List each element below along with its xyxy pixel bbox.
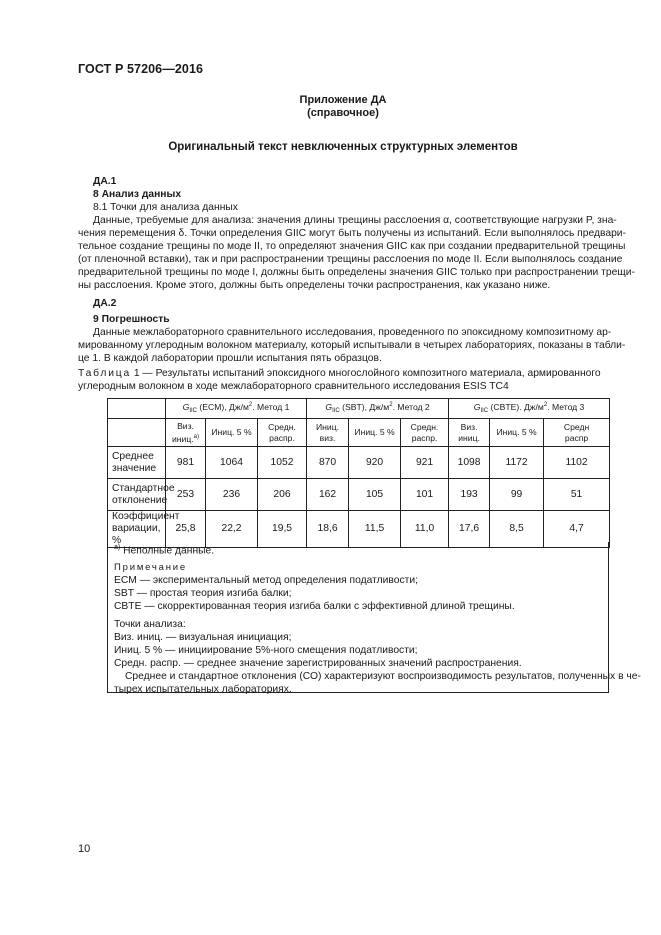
table-cell: 11,0	[401, 511, 449, 548]
table-notes-box	[107, 542, 641, 695]
table-cell: 1052	[258, 447, 307, 479]
point-item: Средн. распр. — среднее значение зарегистрированных значений распространения.	[114, 658, 522, 669]
table-cell: 51	[544, 479, 610, 511]
table-caption-line1: 1 — Результаты испытаний эпоксидного многослойного композитного материала, армированного	[130, 368, 601, 379]
table-cell: 101	[401, 479, 449, 511]
table-cell: 1172	[490, 447, 544, 479]
da2-line: мированному углеродным волокном материалу, который испытывали в четырех лабораториях, показаны в табли-	[78, 340, 626, 351]
subheader-cell: Иниц. 5 %	[206, 419, 258, 447]
table-caption-prefix: Таблица	[78, 368, 131, 379]
table-cell: 253	[166, 479, 206, 511]
point-item: Иниц. 5 % — инициирование 5%-ного смещения податливости;	[114, 645, 418, 656]
points-title: Точки анализа:	[114, 619, 186, 630]
note-abbrev: ECM — экспериментальный метод определения податливости;	[114, 575, 418, 586]
da1-line: тельное создание трещины по моде II, то определяют значения GIIC как при создании предварительной трещины	[78, 241, 626, 252]
table-cell: 236	[206, 479, 258, 511]
group-header-method-1: $G_{IIC}$ (ECM), $Дж/м^2$. Метод 1	[166, 399, 307, 419]
standard-header: ГОСТ Р 57206—2016	[78, 62, 204, 76]
table-row	[108, 479, 610, 511]
table-cell: 920	[349, 447, 401, 479]
group-header-method-2: $G_{IIC}$ (SBT), $Дж/м^2$. Метод 2	[307, 399, 449, 419]
subheader-cell: Виз. иниц.	[449, 419, 490, 447]
page-number: 10	[78, 843, 91, 855]
note-title: Примечание	[114, 562, 187, 573]
results-table	[107, 398, 610, 548]
final-note-line: тырех испытательных лабораториях.	[114, 684, 292, 695]
subheader-cell: Виз. иниц.$^{а)}$	[166, 419, 206, 447]
table-caption-line2: углеродным волокном в ходе межлабораторного сравнительного исследования ESIS TC4	[78, 381, 509, 392]
table-cell: 11,5	[349, 511, 401, 548]
da1-label: ДА.1	[93, 176, 117, 187]
da1-line: предварительной трещины по моде I, должны быть определены значения GIIC только при распространении трещи-	[78, 267, 635, 278]
table-cell: 4,7	[544, 511, 610, 548]
section-title: Оригинальный текст невключенных структурных элементов	[168, 141, 518, 153]
da2-heading: 9 Погрешность	[93, 314, 170, 325]
subheader-cell: Иниц. виз.	[307, 419, 349, 447]
table-subheader-row	[108, 419, 610, 447]
table-cell: 19,5	[258, 511, 307, 548]
table-cell: 870	[307, 447, 349, 479]
group-header-method-3: $G_{IIC}$ (CBTE). $Дж/м^2$. Метод 3	[449, 399, 610, 419]
table-caption	[78, 367, 609, 393]
table-cell: 17,6	[449, 511, 490, 548]
subheader-cell: Средн. распр.	[258, 419, 307, 447]
table-cell: 1098	[449, 447, 490, 479]
table-cell: 1102	[544, 447, 610, 479]
row-label: Коэффициент вариации, %	[108, 511, 166, 548]
table-cell: 162	[307, 479, 349, 511]
table-cell: 8,5	[490, 511, 544, 548]
table-cell: 981	[166, 447, 206, 479]
da2-line: Данные межлабораторного сравнительного исследования, проведенного по эпоксидному композитному ар-	[93, 327, 612, 338]
subheader-cell: Иниц. 5 %	[490, 419, 544, 447]
da2-line: це 1. В каждой лаборатории прошли испытания пять образцов.	[78, 353, 382, 364]
table-cell: 18,6	[307, 511, 349, 548]
note-abbrev: SBT — простая теория изгиба балки;	[114, 588, 292, 599]
table-cell: 1064	[206, 447, 258, 479]
note-abbrev: CBTE — скорректированная теория изгиба балки с эффективной длиной трещины.	[114, 601, 515, 612]
table-cell: 105	[349, 479, 401, 511]
da1-line: Данные, требуемые для анализа: значения длины трещины расслоения α, соответствующие нагрузки P, зна-	[93, 215, 617, 226]
appendix-subtitle: (справочное)	[307, 107, 379, 119]
table-cell: 99	[490, 479, 544, 511]
table-cell: 193	[449, 479, 490, 511]
row-label: Среднее значение	[108, 447, 166, 479]
da2-label: ДА.2	[93, 298, 117, 309]
table-cell: 206	[258, 479, 307, 511]
table-cell: 921	[401, 447, 449, 479]
footnote: $^{а)}$ Неполные данные.	[114, 544, 215, 557]
table-cell: 25,8	[166, 511, 206, 548]
da1-heading: 8 Анализ данных	[93, 189, 182, 200]
da1-line: ны расслоения. Кроме этого, должны быть определены точки распространения, как указано ниже.	[78, 280, 551, 291]
table-corner-cell	[108, 399, 166, 419]
da1-subheading: 8.1 Точки для анализа данных	[93, 202, 238, 213]
table-group-header-row	[108, 399, 610, 419]
subheader-cell: Иниц. 5 %	[349, 419, 401, 447]
appendix-title: Приложение ДА	[299, 94, 387, 106]
da1-line: чения перемещения δ. Точки определения GIIC могут быть получены из испытаний. Если выполнялось предвари-	[78, 228, 626, 239]
subheader-cell: Средн. распр.	[401, 419, 449, 447]
table-subheader-empty	[108, 419, 166, 447]
table-row	[108, 447, 610, 479]
da1-line: (от пленочной вставки), так и при распространении трещины расслоения по моде II. Если выполнялось создание	[78, 254, 623, 265]
point-item: Виз. иниц. — визуальная инициация;	[114, 632, 292, 643]
subheader-cell: Средн распр	[544, 419, 610, 447]
row-label: Стандартное отклонение	[108, 479, 166, 511]
final-note-line: Среднее и стандартное отклонения (СО) характеризуют воспроизводимость результатов, полученных в че-	[125, 671, 641, 682]
table-cell: 22,2	[206, 511, 258, 548]
